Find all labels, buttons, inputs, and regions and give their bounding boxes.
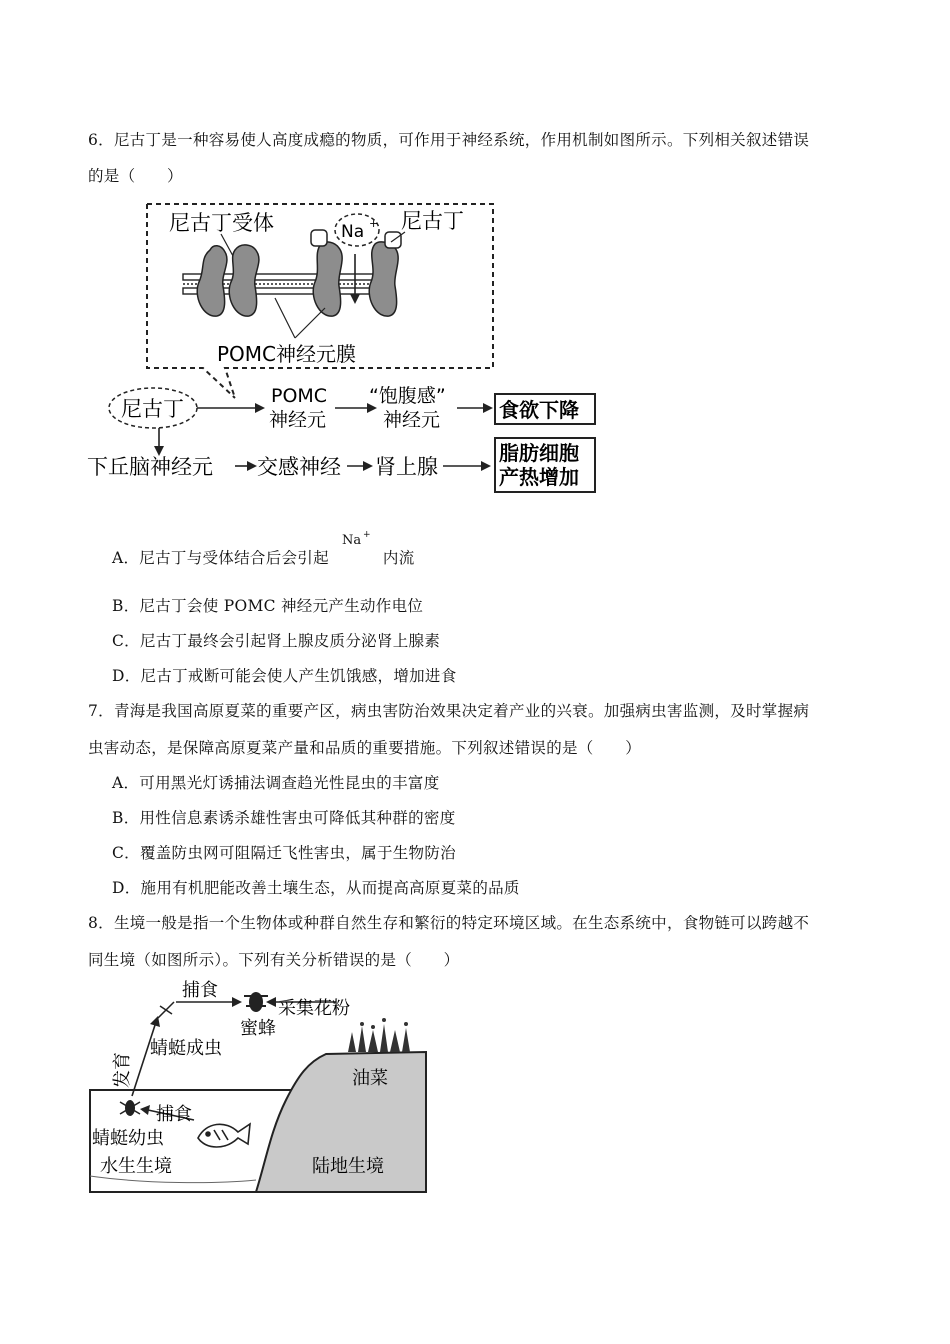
bee-label: 蜜蜂	[240, 1018, 276, 1039]
q7-option-b: B．用性信息素诱杀雄性害虫可降低其种群的密度	[112, 809, 456, 827]
q6-stem-line2: 的是（ ）	[88, 167, 183, 185]
q6-option-c: C．尼古丁最终会引起肾上腺皮质分泌肾上腺素	[112, 632, 441, 650]
sodium-charge: +	[369, 217, 379, 230]
prey-top-label: 捕食	[182, 980, 218, 1001]
hypothalamus-label: 下丘脑神经元	[87, 455, 213, 479]
q7-stem-line2: 虫害动态，是保障高原夏菜产量和品质的重要措施。下列叙述错误的是（ ）	[88, 739, 642, 757]
adrenal-label: 肾上腺	[375, 455, 438, 479]
pomc-line1: POMC	[271, 385, 328, 407]
adult-dragonfly-label: 蜻蜓成虫	[150, 1038, 222, 1059]
nicotine-mechanism-figure	[85, 198, 605, 498]
pomc-line2: 神经元	[269, 409, 327, 431]
q6-option-d: D．尼古丁戒断可能会使人产生饥饿感，增加进食	[112, 667, 457, 685]
q6-option-a-ion: Na	[342, 533, 362, 548]
dragonfly-adult-icon	[158, 1002, 174, 1018]
rapeseed-label: 油菜	[352, 1068, 388, 1089]
q6-option-b: B．尼古丁会使 POMC 神经元产生动作电位	[112, 597, 424, 615]
sodium-label: Na	[341, 222, 365, 242]
bee-icon	[244, 992, 268, 1012]
receptor-label: 尼古丁受体	[169, 211, 274, 235]
nicotine-molecule-left	[311, 230, 327, 246]
q7-stem-line1: 7．青海是我国高原夏菜的重要产区，病虫害防治效果决定着产业的兴衰。加强病虫害监测，及时掌握病	[88, 702, 810, 720]
q6-option-a: A．尼古丁与受体结合后会引起 内流	[112, 549, 415, 567]
q6-option-a-charge: +	[363, 530, 371, 540]
prey-bottom-label: 捕食	[156, 1104, 192, 1125]
collect-pollen-label: 采集花粉	[278, 998, 350, 1019]
q7-option-c: C．覆盖防虫网可阻隔迁飞性害虫，属于生物防治	[112, 844, 456, 862]
larva-label: 蜻蜓幼虫	[92, 1128, 164, 1149]
aquatic-label: 水生生境	[100, 1156, 172, 1177]
satiety-line1: “饱腹感”	[369, 385, 446, 407]
habitat-food-chain-figure	[86, 980, 428, 1196]
q7-option-d: D．施用有机肥能改善土壤生态，从而提高高原夏菜的品质	[112, 879, 520, 897]
terrestrial-label: 陆地生境	[312, 1156, 384, 1177]
fat-line1: 脂肪细胞	[499, 441, 579, 465]
q8-stem-line2: 同生境（如图所示）。下列有关分析错误的是（ ）	[88, 951, 460, 969]
nicotine-oval-label: 尼古丁	[121, 397, 184, 421]
membrane-label: POMC神经元膜	[217, 342, 357, 366]
satiety-line2: 神经元	[383, 409, 441, 431]
fat-line2: 产热增加	[499, 465, 579, 489]
appetite-label: 食欲下降	[499, 398, 579, 422]
q7-option-a: A．可用黑光灯诱捕法调查趋光性昆虫的丰富度	[112, 774, 440, 792]
nicotine-label: 尼古丁	[401, 209, 464, 233]
develop-label: 发育	[112, 1052, 133, 1088]
q8-stem-line1: 8．生境一般是指一个生物体或种群自然生存和繁衍的特定环境区域。在生态系统中，食物链可以跨越不	[88, 914, 810, 932]
rapeseed-plants-icon	[348, 1018, 410, 1052]
sympathetic-label: 交感神经	[257, 455, 341, 479]
q6-stem-line1: 6．尼古丁是一种容易使人高度成瘾的物质，可作用于神经系统，作用机制如图所示。下列相关叙述错误	[88, 131, 810, 149]
